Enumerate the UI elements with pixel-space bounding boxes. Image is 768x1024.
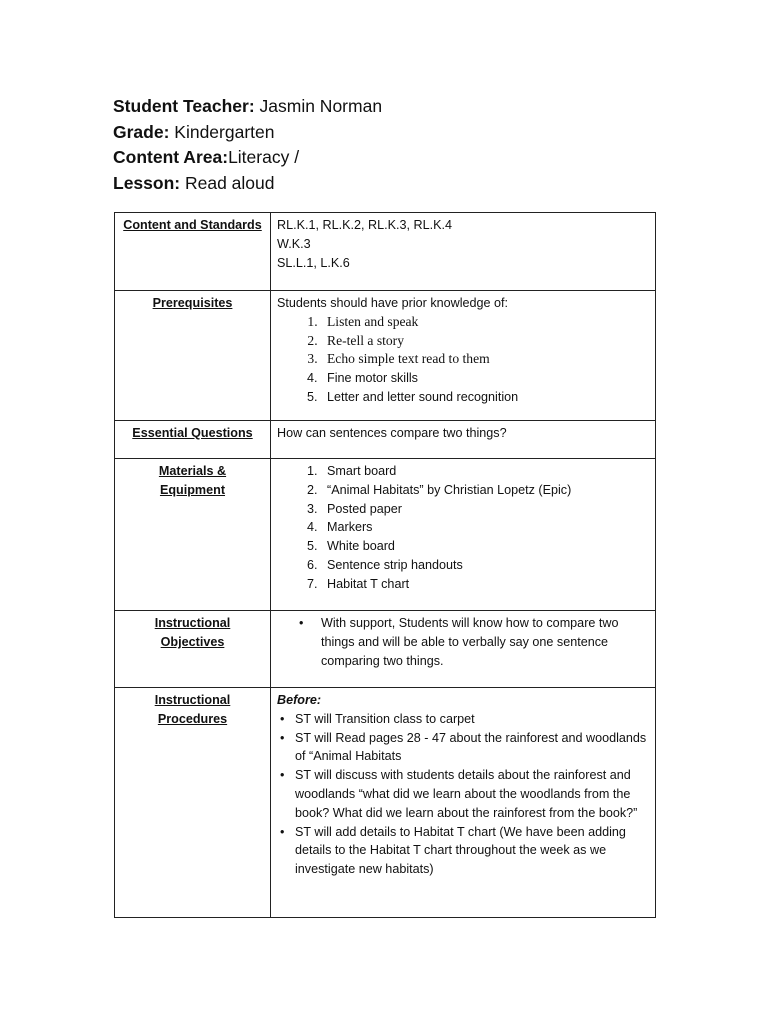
objectives-row <box>115 611 656 688</box>
essential-question: How can sentences compare two things? <box>277 426 507 440</box>
standards-line: W.K.3 <box>277 236 311 251</box>
list-item: 7. Habitat T chart <box>321 575 649 594</box>
content-area-line <box>113 145 382 171</box>
list-item: 4. Markers <box>321 518 649 537</box>
list-item: 3. Posted paper <box>321 500 649 519</box>
prerequisites-list <box>277 313 649 407</box>
objectives-cell <box>271 611 656 688</box>
standards-cell <box>271 213 656 291</box>
materials-label-cell <box>115 459 271 611</box>
list-item: • ST will Read pages 28 - 47 about the rainforest and woodlands of “Animal Habitats <box>277 729 649 767</box>
procedures-cell <box>271 688 656 918</box>
standards-row <box>115 213 656 291</box>
prerequisites-label: Prerequisites <box>152 296 233 310</box>
student-teacher-label: Student Teacher: <box>113 96 255 116</box>
prerequisites-intro: Students should have prior knowledge of: <box>277 296 509 310</box>
list-item: 1. Smart board <box>321 462 649 481</box>
content-area-label: Content Area: <box>113 147 229 167</box>
grade-value: Kindergarten <box>174 121 275 142</box>
student-teacher-line <box>113 94 382 120</box>
list-item: 6. Sentence strip handouts <box>321 556 649 575</box>
standards-label-cell <box>115 213 271 291</box>
materials-list <box>277 462 649 594</box>
procedures-label-1: Instructional <box>154 693 231 707</box>
objectives-label-1: Instructional <box>154 616 231 630</box>
list-item: 2. Re-tell a story <box>321 332 649 351</box>
list-item: 1. Listen and speak <box>321 313 649 332</box>
lesson-line <box>113 171 382 197</box>
essential-label: Essential Questions <box>132 426 253 440</box>
materials-label-2: Equipment <box>159 482 226 497</box>
objectives-label-cell <box>115 611 271 688</box>
list-item: 3. Echo simple text read to them <box>321 350 649 369</box>
essential-questions-row <box>115 421 656 459</box>
list-item: • With support, Students will know how to compare two things and will be able to verbally say one sentence comparing two things. <box>277 614 649 670</box>
list-item: • ST will discuss with students details about the rainforest and woodlands “what did we learn about the woodlands from the book? What did we learn about the rainforest from the book?” <box>277 766 649 822</box>
list-item: • ST will add details to Habitat T chart (We have been adding details to the Habitat T chart throughout the week as we investigate new habitats) <box>277 823 649 879</box>
student-teacher-value: Jasmin Norman <box>259 96 383 116</box>
list-item: 2. “Animal Habitats” by Christian Lopetz (Epic) <box>321 481 649 500</box>
objectives-label-2: Objectives <box>160 634 225 649</box>
list-item: • ST will Transition class to carpet <box>277 710 649 729</box>
lesson-label: Lesson: <box>113 172 181 193</box>
lesson-value: Read aloud <box>184 172 275 193</box>
list-item: 5. Letter and letter sound recognition <box>321 388 649 407</box>
procedures-label-2: Procedures <box>157 711 228 726</box>
prerequisites-label-cell <box>115 291 271 421</box>
materials-cell <box>271 459 656 611</box>
list-item: 5. White board <box>321 537 649 556</box>
standards-line: RL.K.1, RL.K.2, RL.K.3, RL.K.4 <box>277 218 452 232</box>
materials-label-1: Materials & <box>158 464 227 478</box>
procedures-row <box>115 688 656 918</box>
standards-line: SL.L.1, L.K.6 <box>277 255 350 270</box>
procedures-label-cell <box>115 688 271 918</box>
grade-line <box>113 120 382 146</box>
content-area-value: Literacy / <box>228 147 300 167</box>
procedures-list <box>277 710 649 879</box>
prerequisites-cell <box>271 291 656 421</box>
materials-row <box>115 459 656 611</box>
list-item: 4. Fine motor skills <box>321 369 649 388</box>
before-heading: Before: <box>277 693 322 707</box>
prerequisites-row <box>115 291 656 421</box>
lesson-header <box>113 94 382 196</box>
lesson-plan-table <box>114 212 656 918</box>
grade-label: Grade: <box>113 121 170 142</box>
standards-label: Content and Standards <box>123 218 262 232</box>
objectives-list <box>277 614 649 670</box>
essential-cell <box>271 421 656 459</box>
essential-label-cell <box>115 421 271 459</box>
